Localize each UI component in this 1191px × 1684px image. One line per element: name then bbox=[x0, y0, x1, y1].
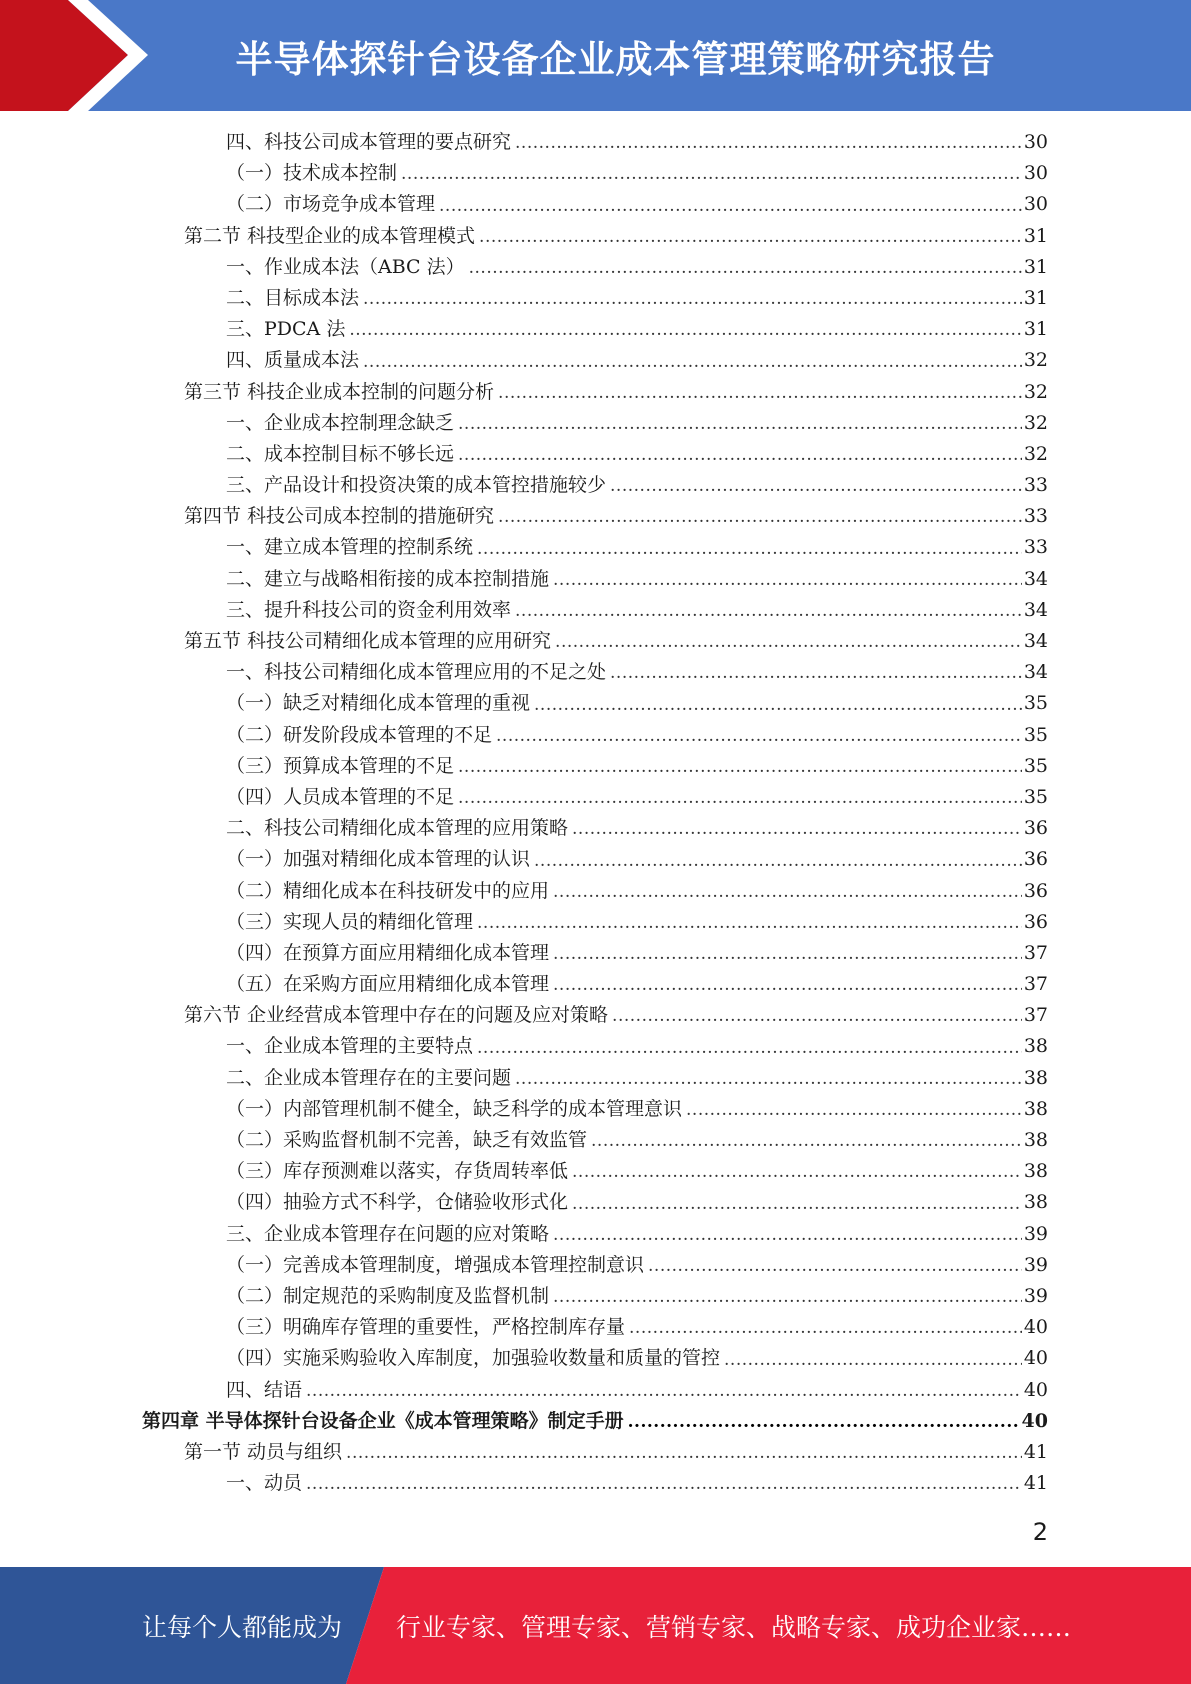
toc-entry-label: （一）加强对精细化成本管理的认识 bbox=[226, 848, 531, 871]
toc-entry[interactable] bbox=[0, 564, 1191, 595]
toc-entry-page: 32 bbox=[1023, 380, 1048, 403]
toc-entry-page: 40 bbox=[1023, 1347, 1048, 1370]
toc-leader-dots bbox=[306, 1468, 1022, 1499]
toc-leader-dots bbox=[496, 720, 1022, 751]
toc-entry[interactable] bbox=[0, 1312, 1191, 1343]
toc-entry-label: 三、提升科技公司的资金利用效率 bbox=[226, 598, 512, 621]
toc-entry[interactable] bbox=[0, 1156, 1191, 1187]
toc-entry-label: 第五节 科技公司精细化成本管理的应用研究 bbox=[184, 630, 552, 652]
toc-leader-dots bbox=[363, 283, 1022, 314]
toc-entry[interactable] bbox=[0, 470, 1191, 501]
toc-entry-page: 38 bbox=[1023, 1066, 1048, 1089]
toc-entry-label: 第四节 科技公司成本控制的措施研究 bbox=[184, 505, 495, 528]
toc-entry-label: 第六节 企业经营成本管理中存在的问题及应对策略 bbox=[184, 1004, 609, 1027]
toc-entry[interactable] bbox=[0, 252, 1191, 283]
toc-entry-page: 39 bbox=[1023, 1253, 1048, 1276]
toc-entry-label: 二、企业成本管理存在的主要问题 bbox=[226, 1066, 512, 1089]
toc-leader-dots bbox=[534, 688, 1022, 719]
toc-entry-page: 31 bbox=[1023, 255, 1048, 278]
toc-entry-page: 31 bbox=[1023, 224, 1048, 247]
toc-leader-dots bbox=[479, 221, 1022, 252]
document-header bbox=[0, 0, 1191, 111]
document-footer bbox=[0, 1567, 1191, 1684]
toc-entry-label: 一、科技公司精细化成本管理应用的不足之处 bbox=[226, 661, 607, 684]
toc-leader-dots bbox=[553, 564, 1022, 595]
toc-entry-page: 36 bbox=[1023, 879, 1048, 902]
toc-entry-label: 第三节 科技企业成本控制的问题分析 bbox=[184, 380, 495, 403]
toc-entry-page: 40 bbox=[1021, 1409, 1048, 1432]
toc-leader-dots bbox=[553, 938, 1022, 969]
toc-entry[interactable] bbox=[0, 1031, 1191, 1062]
toc-entry[interactable] bbox=[0, 283, 1191, 314]
toc-leader-dots bbox=[553, 1219, 1022, 1250]
toc-entry-label: 二、成本控制目标不够长远 bbox=[226, 442, 455, 465]
toc-entry-label: 四、结语 bbox=[226, 1378, 303, 1401]
toc-entry[interactable] bbox=[0, 439, 1191, 470]
toc-entry-page: 33 bbox=[1023, 474, 1048, 497]
toc-entry-page: 39 bbox=[1023, 1222, 1048, 1245]
toc-entry[interactable] bbox=[0, 720, 1191, 751]
toc-entry[interactable] bbox=[0, 626, 1191, 657]
toc-leader-dots bbox=[401, 158, 1022, 189]
toc-entry-page: 36 bbox=[1023, 848, 1048, 871]
toc-entry-page: 33 bbox=[1023, 505, 1048, 528]
toc-leader-dots bbox=[686, 1094, 1022, 1125]
toc-leader-dots bbox=[349, 314, 1021, 345]
toc-entry[interactable] bbox=[0, 1094, 1191, 1125]
toc-leader-dots bbox=[458, 782, 1022, 813]
toc-entry-label: 一、动员 bbox=[226, 1472, 303, 1495]
toc-leader-dots bbox=[629, 1312, 1022, 1343]
toc-entry-label: 一、企业成本管理的主要特点 bbox=[226, 1035, 474, 1058]
toc-leader-dots bbox=[477, 1031, 1022, 1062]
toc-entry-page: 41 bbox=[1023, 1472, 1048, 1495]
toc-entry-page: 36 bbox=[1023, 817, 1048, 840]
toc-leader-dots bbox=[515, 595, 1022, 626]
toc-entry-label: （四）抽验方式不科学，仓储验收形式化 bbox=[226, 1191, 569, 1214]
toc-entry-page: 41 bbox=[1023, 1440, 1048, 1463]
toc-entry-label: （二）精细化成本在科技研发中的应用 bbox=[226, 879, 550, 902]
toc-entry-label: 四、质量成本法 bbox=[226, 349, 360, 372]
toc-entry[interactable] bbox=[0, 907, 1191, 938]
toc-entry-page: 35 bbox=[1023, 692, 1048, 715]
toc-entry-page: 32 bbox=[1023, 349, 1048, 372]
toc-entry[interactable] bbox=[0, 1219, 1191, 1250]
toc-entry[interactable] bbox=[0, 595, 1191, 626]
toc-entry[interactable] bbox=[0, 1437, 1191, 1468]
toc-entry[interactable] bbox=[0, 876, 1191, 907]
toc-entry[interactable] bbox=[0, 1375, 1191, 1406]
toc-entry[interactable] bbox=[0, 377, 1191, 408]
toc-entry[interactable] bbox=[0, 751, 1191, 782]
toc-entry[interactable] bbox=[0, 532, 1191, 563]
toc-entry-label: （一）缺乏对精细化成本管理的重视 bbox=[226, 692, 531, 715]
toc-entry[interactable] bbox=[0, 1281, 1191, 1312]
toc-entry-label: 三、企业成本管理存在问题的应对策略 bbox=[226, 1222, 550, 1245]
toc-entry-label: 第二节 科技型企业的成本管理模式 bbox=[184, 224, 476, 247]
toc-entry-label: （五）在采购方面应用精细化成本管理 bbox=[226, 973, 550, 996]
footer-slogan-left: 让每个人都能成为 bbox=[142, 1612, 343, 1642]
toc-entry-page: 32 bbox=[1023, 442, 1048, 465]
toc-entry-page: 35 bbox=[1023, 754, 1048, 777]
toc-entry-label: 一、作业成本法（ABC 法） bbox=[226, 255, 465, 278]
toc-entry-page: 40 bbox=[1023, 1316, 1048, 1339]
toc-entry-page: 37 bbox=[1023, 973, 1048, 996]
toc-entry-page: 34 bbox=[1023, 630, 1048, 652]
toc-leader-dots bbox=[515, 1063, 1022, 1094]
toc-entry-page: 35 bbox=[1023, 785, 1048, 808]
toc-entry[interactable] bbox=[0, 221, 1191, 252]
toc-entry-label: 二、科技公司精细化成本管理的应用策略 bbox=[226, 817, 569, 840]
toc-leader-dots bbox=[515, 127, 1022, 158]
toc-leader-dots bbox=[553, 876, 1022, 907]
toc-entry-page: 37 bbox=[1023, 1004, 1048, 1027]
toc-entry[interactable] bbox=[0, 314, 1191, 345]
toc-entry-page: 31 bbox=[1023, 286, 1048, 309]
toc-entry-page: 30 bbox=[1023, 193, 1048, 216]
toc-entry[interactable] bbox=[0, 1063, 1191, 1094]
toc-entry[interactable] bbox=[0, 1343, 1191, 1374]
toc-entry-page: 32 bbox=[1023, 411, 1048, 434]
toc-leader-dots bbox=[724, 1343, 1022, 1374]
toc-entry-label: （三）库存预测难以落实，存货周转率低 bbox=[226, 1160, 569, 1183]
toc-entry-page: 35 bbox=[1023, 723, 1048, 746]
toc-leader-dots bbox=[363, 345, 1022, 376]
toc-entry-label: （一）完善成本管理制度，增强成本管理控制意识 bbox=[226, 1253, 645, 1276]
toc-entry-page: 38 bbox=[1023, 1191, 1048, 1214]
toc-entry-page: 31 bbox=[1023, 318, 1048, 341]
toc-entry-label: （三）实现人员的精细化管理 bbox=[226, 910, 474, 933]
toc-leader-dots bbox=[572, 1187, 1022, 1218]
toc-leader-dots bbox=[648, 1250, 1022, 1281]
toc-leader-dots bbox=[458, 751, 1022, 782]
toc-entry-label: 二、建立与战略相衔接的成本控制措施 bbox=[226, 567, 550, 590]
toc-entry[interactable] bbox=[0, 189, 1191, 220]
toc-leader-dots bbox=[306, 1375, 1022, 1406]
toc-entry-label: （四）在预算方面应用精细化成本管理 bbox=[226, 941, 550, 964]
toc-leader-dots bbox=[498, 377, 1022, 408]
toc-leader-dots bbox=[553, 1281, 1022, 1312]
toc-entry-page: 38 bbox=[1023, 1129, 1048, 1151]
toc-entry[interactable] bbox=[0, 813, 1191, 844]
toc-entry-label: （四）人员成本管理的不足 bbox=[226, 785, 455, 808]
toc-entry-page: 38 bbox=[1023, 1035, 1048, 1058]
toc-entry-page: 34 bbox=[1023, 567, 1048, 590]
toc-entry-label: （四）实施采购验收入库制度，加强验收数量和质量的管控 bbox=[226, 1347, 721, 1370]
toc-entry-page: 38 bbox=[1023, 1097, 1048, 1120]
toc-entry[interactable] bbox=[0, 938, 1191, 969]
toc-leader-dots bbox=[439, 189, 1022, 220]
toc-leader-dots bbox=[591, 1125, 1022, 1156]
toc-entry-label: （三）预算成本管理的不足 bbox=[226, 754, 455, 777]
footer-slogan-right: 行业专家、管理专家、营销专家、战略专家、成功企业家…… bbox=[396, 1612, 1072, 1642]
toc-entry-label: 四、科技公司成本管理的要点研究 bbox=[226, 131, 512, 153]
toc-leader-dots bbox=[534, 844, 1022, 875]
toc-entry-label: 一、建立成本管理的控制系统 bbox=[226, 536, 474, 559]
toc-leader-dots bbox=[458, 439, 1022, 470]
toc-entry[interactable] bbox=[0, 1125, 1191, 1156]
toc-entry-label: （一）技术成本控制 bbox=[226, 162, 398, 185]
toc-entry[interactable] bbox=[0, 657, 1191, 688]
toc-leader-dots bbox=[346, 1437, 1022, 1468]
table-of-contents bbox=[0, 127, 1191, 1499]
toc-leader-dots bbox=[469, 252, 1022, 283]
toc-entry[interactable] bbox=[0, 1468, 1191, 1499]
toc-entry-page: 38 bbox=[1023, 1160, 1048, 1183]
toc-leader-dots bbox=[555, 626, 1022, 657]
toc-leader-dots bbox=[610, 470, 1022, 501]
toc-entry-page: 34 bbox=[1023, 661, 1048, 684]
toc-entry[interactable] bbox=[0, 688, 1191, 719]
toc-entry[interactable] bbox=[0, 345, 1191, 376]
toc-entry-page: 39 bbox=[1023, 1284, 1048, 1307]
toc-entry[interactable] bbox=[0, 408, 1191, 439]
toc-entry-label: 三、产品设计和投资决策的成本管控措施较少 bbox=[226, 474, 607, 497]
toc-entry-label: （一）内部管理机制不健全，缺乏科学的成本管理意识 bbox=[226, 1097, 683, 1120]
toc-entry[interactable] bbox=[0, 782, 1191, 813]
toc-leader-dots bbox=[572, 813, 1022, 844]
toc-entry[interactable] bbox=[0, 158, 1191, 189]
toc-entry-label: 一、企业成本控制理念缺乏 bbox=[226, 411, 455, 434]
toc-entry[interactable] bbox=[0, 1000, 1191, 1031]
toc-leader-dots bbox=[553, 969, 1022, 1000]
toc-entry-label: （二）研发阶段成本管理的不足 bbox=[226, 723, 493, 746]
toc-leader-dots bbox=[498, 501, 1022, 532]
toc-entry-label: 三、PDCA 法 bbox=[226, 318, 346, 341]
toc-leader-dots bbox=[610, 657, 1022, 688]
toc-entry[interactable] bbox=[0, 127, 1191, 158]
toc-entry[interactable] bbox=[0, 501, 1191, 532]
toc-entry[interactable] bbox=[0, 1250, 1191, 1281]
toc-entry-page: 40 bbox=[1023, 1378, 1048, 1401]
toc-leader-dots bbox=[572, 1156, 1022, 1187]
toc-entry-label: （二）市场竞争成本管理 bbox=[226, 193, 436, 216]
toc-entry[interactable] bbox=[0, 844, 1191, 875]
toc-entry-label: 二、目标成本法 bbox=[226, 286, 360, 309]
toc-entry-page: 36 bbox=[1023, 910, 1048, 933]
toc-entry-label: 第四章 半导体探针台设备企业《成本管理策略》制定手册 bbox=[142, 1409, 624, 1432]
toc-entry-page: 30 bbox=[1023, 162, 1048, 185]
toc-entry-page: 30 bbox=[1023, 131, 1048, 153]
toc-entry-label: （二）制定规范的采购制度及监督机制 bbox=[226, 1284, 550, 1307]
document-title: 半导体探针台设备企业成本管理策略研究报告 bbox=[235, 37, 996, 81]
toc-leader-dots bbox=[458, 408, 1022, 439]
toc-entry-label: （二）采购监督机制不完善，缺乏有效监管 bbox=[226, 1129, 588, 1151]
toc-entry[interactable] bbox=[0, 969, 1191, 1000]
toc-leader-dots bbox=[612, 1000, 1022, 1031]
toc-leader-dots bbox=[477, 907, 1022, 938]
toc-entry-page: 33 bbox=[1023, 536, 1048, 559]
toc-entry[interactable] bbox=[0, 1406, 1191, 1437]
toc-entry-page: 34 bbox=[1023, 598, 1048, 621]
page-number: 2 bbox=[1032, 1518, 1048, 1546]
toc-entry[interactable] bbox=[0, 1187, 1191, 1218]
toc-entry-label: 第一节 动员与组织 bbox=[184, 1440, 343, 1463]
toc-leader-dots bbox=[628, 1406, 1020, 1437]
toc-entry-label: （三）明确库存管理的重要性，严格控制库存量 bbox=[226, 1316, 626, 1339]
toc-leader-dots bbox=[477, 532, 1022, 563]
toc-entry-page: 37 bbox=[1023, 941, 1048, 964]
